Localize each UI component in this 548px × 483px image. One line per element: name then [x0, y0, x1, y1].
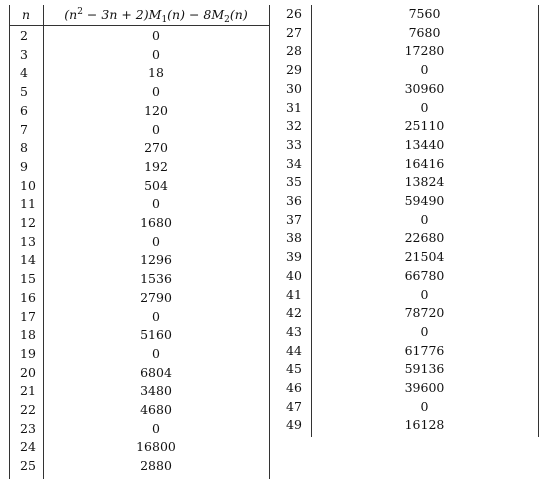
row-value: 1296: [140, 252, 172, 268]
row-n: 34: [286, 155, 302, 171]
row-value: 2790: [140, 289, 172, 305]
row-value: 0: [420, 99, 429, 115]
row-n: 5: [20, 84, 28, 100]
row-n: 4: [20, 65, 28, 81]
row-n: 18: [20, 327, 36, 343]
row-value: 4680: [140, 402, 172, 417]
row-n: 30: [286, 80, 302, 96]
row-value: 21504: [404, 249, 445, 265]
row-value: 0: [152, 121, 160, 137]
row-value: 6804: [140, 364, 172, 380]
row-n: 10: [20, 177, 36, 193]
row-n: 14: [20, 252, 36, 268]
row-value: 7680: [408, 24, 441, 40]
row-value: 0: [420, 398, 429, 414]
row-value: 61776: [404, 342, 445, 358]
row-n: 20: [20, 364, 36, 380]
row-value: 25110: [404, 118, 445, 134]
row-n: 15: [20, 271, 36, 287]
row-n: 6: [20, 102, 28, 118]
row-value: 18: [148, 65, 164, 81]
row-n: 24: [20, 439, 36, 455]
row-n: 2: [20, 28, 28, 43]
row-value: 0: [420, 286, 429, 302]
row-value: 39600: [404, 380, 445, 395]
row-value: 120: [144, 102, 168, 118]
row-n: 21: [20, 383, 36, 399]
row-value: 13824: [404, 174, 445, 190]
header-expression: $(n^2 - 3n + 2)M_1(n) - 8M_2(n)$: [64, 7, 248, 25]
row-n: 12: [20, 215, 36, 230]
row-n: 17: [20, 308, 36, 324]
row-value: 3480: [140, 383, 172, 399]
row-n: 40: [286, 267, 302, 283]
row-value: 0: [420, 323, 429, 339]
right-table: [0, 5, 548, 445]
row-value: 1536: [140, 271, 172, 287]
row-n: 19: [20, 345, 36, 361]
row-n: 42: [286, 305, 302, 321]
row-n: 41: [286, 286, 302, 302]
row-n: 16: [20, 289, 36, 305]
row-value: 16128: [404, 417, 445, 433]
row-value: 17280: [404, 43, 445, 59]
row-value: 1680: [140, 215, 172, 230]
row-n: 36: [286, 193, 302, 208]
row-n: 43: [286, 323, 302, 339]
row-n: 29: [286, 62, 302, 78]
row-value: 0: [152, 28, 160, 43]
row-n: 23: [20, 420, 36, 436]
row-value: 59490: [404, 193, 445, 208]
row-n: 37: [286, 211, 302, 227]
row-value: 504: [144, 177, 168, 193]
row-n: 27: [286, 24, 302, 40]
row-value: 0: [152, 345, 160, 361]
row-n: 47: [286, 398, 302, 414]
row-n: 13: [20, 233, 36, 249]
row-n: 39: [286, 249, 302, 265]
row-value: 30960: [404, 80, 445, 96]
row-value: 192: [144, 158, 168, 174]
row-value: 0: [152, 84, 160, 100]
right-outer-border: [538, 5, 539, 437]
row-value: 0: [152, 196, 160, 212]
row-n: 38: [286, 230, 302, 246]
row-n: 7: [20, 121, 28, 137]
row-value: 22680: [404, 230, 445, 246]
row-value: 2880: [140, 458, 172, 474]
row-value: 59136: [404, 361, 445, 377]
row-n: 8: [20, 140, 28, 156]
row-value: 16416: [404, 155, 445, 171]
row-n: 28: [286, 43, 302, 59]
row-n: 25: [20, 458, 36, 474]
row-value: 16800: [136, 439, 176, 455]
row-n: 46: [286, 380, 302, 395]
row-value: 0: [420, 211, 429, 227]
row-n: 49: [286, 417, 302, 433]
row-n: 44: [286, 342, 302, 358]
row-n: 22: [20, 402, 36, 417]
row-value: 0: [152, 233, 160, 249]
row-n: 3: [20, 46, 28, 62]
row-value: 5160: [140, 327, 172, 343]
row-value: 0: [152, 46, 160, 62]
row-n: 45: [286, 361, 302, 377]
row-value: 270: [144, 140, 168, 156]
row-value: 13440: [404, 136, 445, 152]
row-n: 33: [286, 136, 302, 152]
row-value: 66780: [404, 267, 445, 283]
header-n: n: [21, 7, 31, 22]
row-n: 11: [20, 196, 36, 212]
row-value: 0: [152, 420, 160, 436]
row-n: 35: [286, 174, 302, 190]
row-value: 0: [152, 308, 160, 324]
row-n: 31: [286, 99, 302, 115]
row-value: 0: [420, 62, 429, 78]
row-n: 26: [286, 6, 302, 21]
row-value: 7560: [408, 6, 441, 21]
row-n: 32: [286, 118, 302, 134]
row-value: 78720: [404, 305, 445, 321]
row-n: 9: [20, 158, 28, 174]
